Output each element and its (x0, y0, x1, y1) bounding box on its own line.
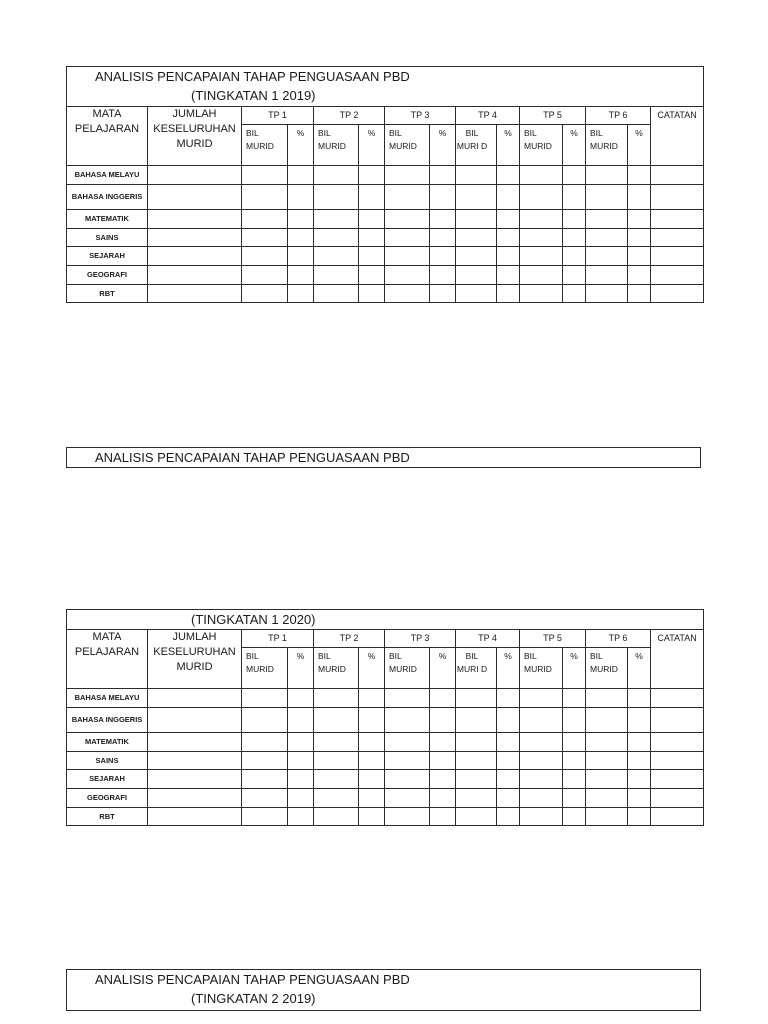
subject-label: BAHASA MELAYU (67, 689, 148, 708)
table-row (67, 266, 704, 285)
empty-cell[interactable] (456, 266, 497, 285)
subject-label: MATEMATIK (67, 210, 148, 229)
empty-cell[interactable] (628, 808, 651, 826)
empty-cell[interactable] (242, 166, 288, 185)
empty-cell[interactable] (520, 185, 563, 210)
title-line-1: ANALISIS PENCAPAIAN TAHAP PENGUASAAN PBD (95, 450, 410, 465)
empty-cell[interactable] (520, 808, 563, 826)
empty-cell[interactable] (242, 285, 288, 303)
empty-cell[interactable] (288, 210, 314, 229)
header-jumlah: JUMLAH KESELURUHAN MURID (148, 107, 242, 166)
empty-cell[interactable] (242, 708, 288, 733)
empty-cell[interactable] (242, 789, 288, 808)
empty-cell[interactable] (288, 808, 314, 826)
percent-label: % (359, 648, 385, 689)
subject-label: SAINS (67, 752, 148, 770)
empty-cell[interactable] (651, 266, 704, 285)
empty-cell[interactable] (148, 689, 242, 708)
bil-murid-label: BIL MURID (242, 648, 288, 689)
empty-cell[interactable] (242, 266, 288, 285)
empty-cell[interactable] (242, 808, 288, 826)
empty-cell[interactable] (456, 789, 497, 808)
bil-murid-label: BIL MURID (385, 125, 430, 166)
empty-cell[interactable] (520, 770, 563, 789)
empty-cell[interactable] (288, 229, 314, 247)
empty-cell[interactable] (430, 166, 456, 185)
empty-cell[interactable] (651, 733, 704, 752)
empty-cell[interactable] (651, 789, 704, 808)
empty-cell[interactable] (148, 808, 242, 826)
empty-cell[interactable] (628, 247, 651, 266)
table-row (67, 229, 704, 247)
empty-cell[interactable] (430, 689, 456, 708)
empty-cell[interactable] (148, 247, 242, 266)
empty-cell[interactable] (520, 166, 563, 185)
empty-cell[interactable] (497, 166, 520, 185)
empty-cell[interactable] (628, 166, 651, 185)
empty-cell[interactable] (242, 229, 288, 247)
empty-cell[interactable] (242, 752, 288, 770)
percent-label: % (288, 125, 314, 166)
table-row (67, 689, 704, 708)
empty-cell[interactable] (456, 166, 497, 185)
empty-cell[interactable] (456, 229, 497, 247)
empty-cell[interactable] (628, 733, 651, 752)
empty-cell[interactable] (456, 689, 497, 708)
empty-cell[interactable] (497, 808, 520, 826)
empty-cell[interactable] (288, 733, 314, 752)
empty-cell[interactable] (520, 285, 563, 303)
empty-cell[interactable] (148, 229, 242, 247)
table-row (67, 210, 704, 229)
empty-cell[interactable] (385, 789, 430, 808)
title-line-2: (TINGKATAN 1 2019) (191, 88, 316, 103)
title-line-2: (TINGKATAN 1 2020) (191, 612, 316, 627)
subject-label: BAHASA INGGERIS (67, 708, 148, 733)
empty-cell[interactable] (586, 266, 628, 285)
title-line-2: (TINGKATAN 2 2019) (191, 991, 316, 1006)
section-title-box (66, 447, 701, 468)
empty-cell[interactable] (651, 770, 704, 789)
empty-cell[interactable] (242, 689, 288, 708)
empty-cell[interactable] (288, 689, 314, 708)
empty-cell[interactable] (430, 752, 456, 770)
table-row (67, 708, 704, 733)
table-row (67, 247, 704, 266)
empty-cell[interactable] (288, 789, 314, 808)
empty-cell[interactable] (563, 708, 586, 733)
empty-cell[interactable] (628, 752, 651, 770)
subject-label: GEOGRAFI (67, 266, 148, 285)
percent-label: % (359, 125, 385, 166)
table-row (67, 166, 704, 185)
empty-cell[interactable] (497, 247, 520, 266)
empty-cell[interactable] (430, 285, 456, 303)
empty-cell[interactable] (497, 789, 520, 808)
empty-cell[interactable] (563, 285, 586, 303)
empty-cell[interactable] (314, 229, 359, 247)
table-row (67, 733, 704, 752)
empty-cell[interactable] (148, 266, 242, 285)
bil-murid-label: BIL MURID (242, 125, 288, 166)
empty-cell[interactable] (651, 708, 704, 733)
header-tp5: TP 5 (520, 630, 586, 648)
subject-label: BAHASA MELAYU (67, 166, 148, 185)
empty-cell[interactable] (359, 229, 385, 247)
empty-cell[interactable] (314, 808, 359, 826)
empty-cell[interactable] (288, 770, 314, 789)
empty-cell[interactable] (430, 808, 456, 826)
empty-cell[interactable] (430, 247, 456, 266)
empty-cell[interactable] (628, 210, 651, 229)
header-jumlah: JUMLAH KESELURUHAN MURID (148, 630, 242, 689)
header-tp4: TP 4 (456, 630, 520, 648)
empty-cell[interactable] (288, 247, 314, 266)
empty-cell[interactable] (385, 752, 430, 770)
percent-label: % (563, 648, 586, 689)
empty-cell[interactable] (520, 708, 563, 733)
empty-cell[interactable] (359, 689, 385, 708)
empty-cell[interactable] (563, 266, 586, 285)
empty-cell[interactable] (563, 808, 586, 826)
empty-cell[interactable] (520, 266, 563, 285)
subject-label: MATEMATIK (67, 733, 148, 752)
header-tp6: TP 6 (586, 107, 651, 125)
empty-cell[interactable] (314, 166, 359, 185)
empty-cell[interactable] (520, 210, 563, 229)
empty-cell[interactable] (242, 210, 288, 229)
empty-cell[interactable] (148, 210, 242, 229)
empty-cell[interactable] (314, 789, 359, 808)
subject-label: SEJARAH (67, 770, 148, 789)
empty-cell[interactable] (586, 210, 628, 229)
bil-murid-label: BIL MURID (314, 648, 359, 689)
empty-cell[interactable] (586, 770, 628, 789)
header-catatan: CATATAN (651, 630, 704, 689)
empty-cell[interactable] (497, 210, 520, 229)
percent-label: % (497, 125, 520, 166)
empty-cell[interactable] (497, 708, 520, 733)
empty-cell[interactable] (314, 210, 359, 229)
empty-cell[interactable] (359, 708, 385, 733)
empty-cell[interactable] (359, 210, 385, 229)
empty-cell[interactable] (563, 789, 586, 808)
empty-cell[interactable] (563, 229, 586, 247)
section-title-box (66, 969, 701, 1011)
empty-cell[interactable] (563, 210, 586, 229)
empty-cell[interactable] (497, 689, 520, 708)
table-row (67, 770, 704, 789)
empty-cell[interactable] (385, 285, 430, 303)
empty-cell[interactable] (586, 733, 628, 752)
table-row (67, 752, 704, 770)
empty-cell[interactable] (586, 185, 628, 210)
empty-cell[interactable] (359, 752, 385, 770)
bil-murid-label: BIL MURI D (456, 648, 497, 689)
empty-cell[interactable] (628, 229, 651, 247)
empty-cell[interactable] (497, 770, 520, 789)
empty-cell[interactable] (456, 733, 497, 752)
empty-cell[interactable] (385, 266, 430, 285)
subject-label: SEJARAH (67, 247, 148, 266)
empty-cell[interactable] (430, 770, 456, 789)
empty-cell[interactable] (148, 708, 242, 733)
empty-cell[interactable] (651, 185, 704, 210)
empty-cell[interactable] (586, 689, 628, 708)
empty-cell[interactable] (385, 210, 430, 229)
empty-cell[interactable] (497, 266, 520, 285)
empty-cell[interactable] (586, 247, 628, 266)
title-line-1: ANALISIS PENCAPAIAN TAHAP PENGUASAAN PBD (95, 972, 410, 987)
empty-cell[interactable] (586, 229, 628, 247)
analysis-table-2020 (66, 609, 704, 826)
bil-murid-label: BIL MURID (586, 648, 628, 689)
empty-cell[interactable] (148, 185, 242, 210)
subject-label: RBT (67, 808, 148, 826)
table-row (67, 789, 704, 808)
bil-murid-label: BIL MURI D (456, 125, 497, 166)
bil-murid-label: BIL MURID (385, 648, 430, 689)
empty-cell[interactable] (314, 770, 359, 789)
empty-cell[interactable] (563, 166, 586, 185)
percent-label: % (430, 125, 456, 166)
empty-cell[interactable] (430, 733, 456, 752)
empty-cell[interactable] (359, 185, 385, 210)
subject-label: RBT (67, 285, 148, 303)
empty-cell[interactable] (520, 689, 563, 708)
table-row (67, 808, 704, 826)
empty-cell[interactable] (242, 247, 288, 266)
empty-cell[interactable] (628, 285, 651, 303)
empty-cell[interactable] (456, 247, 497, 266)
empty-cell[interactable] (385, 185, 430, 210)
empty-cell[interactable] (456, 708, 497, 733)
empty-cell[interactable] (520, 752, 563, 770)
header-tp2: TP 2 (314, 630, 385, 648)
empty-cell[interactable] (497, 229, 520, 247)
empty-cell[interactable] (288, 166, 314, 185)
empty-cell[interactable] (148, 752, 242, 770)
empty-cell[interactable] (430, 229, 456, 247)
empty-cell[interactable] (497, 752, 520, 770)
empty-cell[interactable] (148, 770, 242, 789)
empty-cell[interactable] (456, 185, 497, 210)
empty-cell[interactable] (430, 185, 456, 210)
empty-cell[interactable] (651, 229, 704, 247)
empty-cell[interactable] (314, 285, 359, 303)
empty-cell[interactable] (359, 285, 385, 303)
empty-cell[interactable] (385, 770, 430, 789)
empty-cell[interactable] (288, 708, 314, 733)
empty-cell[interactable] (314, 708, 359, 733)
empty-cell[interactable] (586, 789, 628, 808)
empty-cell[interactable] (586, 708, 628, 733)
header-tp5: TP 5 (520, 107, 586, 125)
empty-cell[interactable] (288, 752, 314, 770)
empty-cell[interactable] (148, 733, 242, 752)
empty-cell[interactable] (651, 752, 704, 770)
empty-cell[interactable] (242, 733, 288, 752)
empty-cell[interactable] (242, 185, 288, 210)
empty-cell[interactable] (314, 689, 359, 708)
table-title (67, 610, 704, 630)
percent-label: % (628, 648, 651, 689)
empty-cell[interactable] (520, 247, 563, 266)
bil-murid-label: BIL MURID (314, 125, 359, 166)
empty-cell[interactable] (456, 752, 497, 770)
empty-cell[interactable] (288, 185, 314, 210)
empty-cell[interactable] (148, 789, 242, 808)
percent-label: % (430, 648, 456, 689)
header-tp1: TP 1 (242, 107, 314, 125)
header-tp2: TP 2 (314, 107, 385, 125)
empty-cell[interactable] (497, 185, 520, 210)
empty-cell[interactable] (497, 285, 520, 303)
analysis-table-2019 (66, 66, 704, 303)
empty-cell[interactable] (520, 229, 563, 247)
percent-label: % (288, 648, 314, 689)
subject-label: SAINS (67, 229, 148, 247)
empty-cell[interactable] (314, 247, 359, 266)
bil-murid-label: BIL MURID (586, 125, 628, 166)
empty-cell[interactable] (563, 733, 586, 752)
empty-cell[interactable] (628, 266, 651, 285)
empty-cell[interactable] (651, 285, 704, 303)
empty-cell[interactable] (520, 789, 563, 808)
empty-cell[interactable] (456, 210, 497, 229)
empty-cell[interactable] (430, 210, 456, 229)
empty-cell[interactable] (497, 733, 520, 752)
header-tp1: TP 1 (242, 630, 314, 648)
empty-cell[interactable] (628, 689, 651, 708)
empty-cell[interactable] (288, 285, 314, 303)
empty-cell[interactable] (563, 247, 586, 266)
empty-cell[interactable] (288, 266, 314, 285)
empty-cell[interactable] (148, 285, 242, 303)
empty-cell[interactable] (385, 708, 430, 733)
empty-cell[interactable] (586, 285, 628, 303)
empty-cell[interactable] (628, 708, 651, 733)
empty-cell[interactable] (586, 808, 628, 826)
empty-cell[interactable] (456, 770, 497, 789)
percent-label: % (628, 125, 651, 166)
empty-cell[interactable] (359, 266, 385, 285)
empty-cell[interactable] (359, 808, 385, 826)
empty-cell[interactable] (563, 752, 586, 770)
header-catatan: CATATAN (651, 107, 704, 166)
empty-cell[interactable] (651, 247, 704, 266)
empty-cell[interactable] (359, 789, 385, 808)
header-tp6: TP 6 (586, 630, 651, 648)
empty-cell[interactable] (359, 166, 385, 185)
empty-cell[interactable] (314, 733, 359, 752)
empty-cell[interactable] (628, 770, 651, 789)
empty-cell[interactable] (359, 770, 385, 789)
empty-cell[interactable] (563, 770, 586, 789)
empty-cell[interactable] (314, 752, 359, 770)
empty-cell[interactable] (359, 733, 385, 752)
empty-cell[interactable] (456, 808, 497, 826)
empty-cell[interactable] (456, 285, 497, 303)
empty-cell[interactable] (651, 808, 704, 826)
bil-murid-label: BIL MURID (520, 648, 563, 689)
empty-cell[interactable] (385, 229, 430, 247)
title-line-1: ANALISIS PENCAPAIAN TAHAP PENGUASAAN PBD (95, 69, 410, 84)
percent-label: % (497, 648, 520, 689)
table-title (67, 67, 704, 107)
empty-cell[interactable] (148, 166, 242, 185)
empty-cell[interactable] (651, 689, 704, 708)
empty-cell[interactable] (563, 185, 586, 210)
empty-cell[interactable] (314, 266, 359, 285)
table-row (67, 185, 704, 210)
bil-murid-label: BIL MURID (520, 125, 563, 166)
empty-cell[interactable] (385, 733, 430, 752)
empty-cell[interactable] (628, 185, 651, 210)
header-tp3: TP 3 (385, 630, 456, 648)
empty-cell[interactable] (430, 789, 456, 808)
subject-label: GEOGRAFI (67, 789, 148, 808)
header-mata-pelajaran: MATA PELAJARAN (67, 107, 148, 166)
table-row (67, 285, 704, 303)
empty-cell[interactable] (628, 789, 651, 808)
header-tp3: TP 3 (385, 107, 456, 125)
header-tp4: TP 4 (456, 107, 520, 125)
empty-cell[interactable] (385, 166, 430, 185)
empty-cell[interactable] (651, 210, 704, 229)
empty-cell[interactable] (563, 689, 586, 708)
empty-cell[interactable] (385, 247, 430, 266)
header-mata-pelajaran: MATA PELAJARAN (67, 630, 148, 689)
subject-label: BAHASA INGGERIS (67, 185, 148, 210)
empty-cell[interactable] (242, 770, 288, 789)
percent-label: % (563, 125, 586, 166)
empty-cell[interactable] (385, 689, 430, 708)
empty-cell[interactable] (651, 166, 704, 185)
empty-cell[interactable] (314, 185, 359, 210)
empty-cell[interactable] (430, 708, 456, 733)
empty-cell[interactable] (586, 166, 628, 185)
empty-cell[interactable] (430, 266, 456, 285)
empty-cell[interactable] (586, 752, 628, 770)
empty-cell[interactable] (385, 808, 430, 826)
empty-cell[interactable] (359, 247, 385, 266)
empty-cell[interactable] (520, 733, 563, 752)
